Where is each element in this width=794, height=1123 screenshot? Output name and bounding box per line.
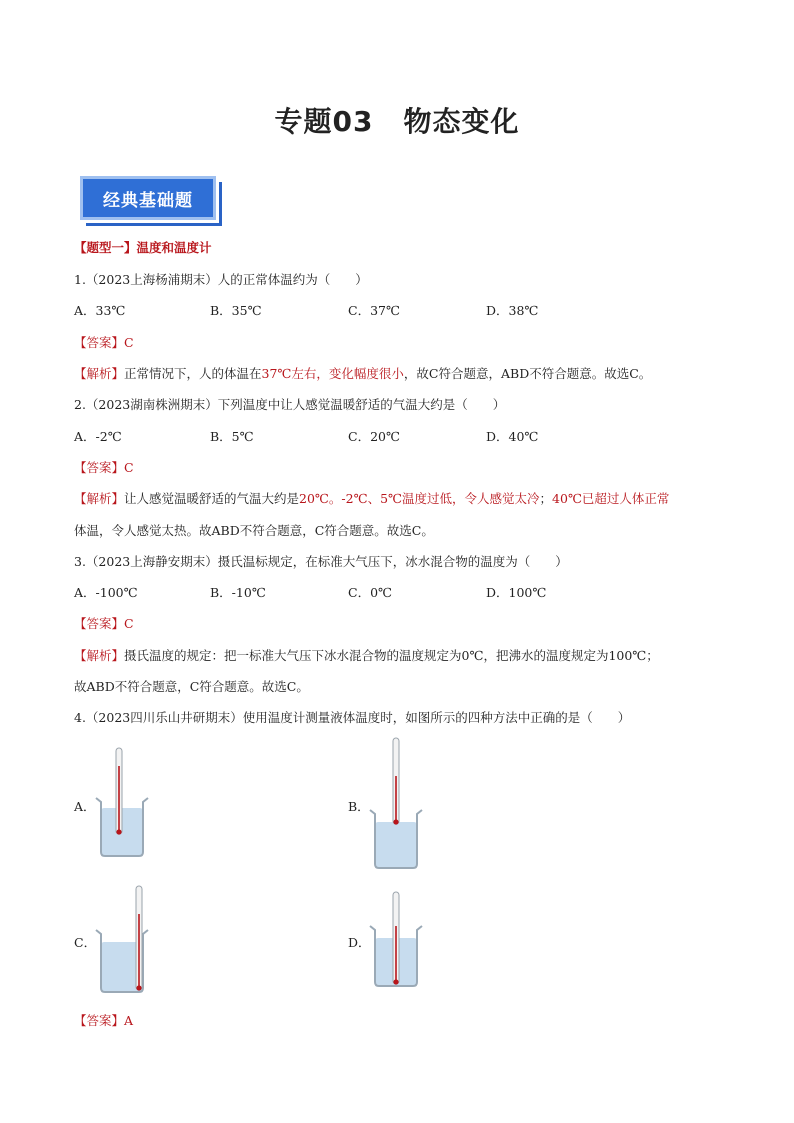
q1-answer-value: C [124,335,134,350]
q3-answer-tag: 【答案】 [74,616,125,631]
q2-analysis-c: ； [539,491,553,506]
q3-option-c: C．0℃ [348,585,393,600]
section-badge-label: 经典基础题 [80,176,216,220]
q2-answer [74,458,134,476]
q2-analysis-d: 40℃已超过人体正常 [552,491,670,506]
q1-analysis-tag: 【解析】 [74,366,125,381]
q3-analysis [74,646,659,664]
beaker-figure-b [366,736,426,870]
q2-analysis [74,489,669,507]
beaker-figure-d [366,890,426,988]
type-heading [74,238,212,256]
q4-stem: 4.（2023四川乐山井研期末）使用温度计测量液体温度时，如图所示的四种方法中正确的是（ ） [74,710,631,725]
q2-stem: 2.（2023湖南株洲期末）下列温度中让人感觉温暖舒适的气温大约是（ ） [74,397,506,412]
q2-analysis-a: 让人感觉温暖舒适的气温大约是 [124,491,300,506]
beaker-figure-a [92,746,152,858]
q3-answer-value: C [124,616,134,631]
q2-option-c: C．20℃ [348,429,400,444]
section-badge [80,176,222,226]
title-sub: 物态变化 [403,105,520,138]
type-tag: 【题型一】 [74,240,137,255]
q4-answer-value: A [124,1013,134,1028]
q2-answer-value: C [124,460,134,475]
q4-answer-tag: 【答案】 [74,1013,125,1028]
q1-answer [74,333,134,351]
q3-stem: 3.（2023上海静安期末）摄氏温标规定，在标准大气压下，冰水混合物的温度为（ ） [74,554,568,569]
q4-figure-c-label: C． [74,935,97,950]
q3-analysis-line1: 摄氏温度的规定：把一标准大气压下冰水混合物的温度规定为0℃，把沸水的温度规定为100℃； [124,648,659,663]
q2-answer-tag: 【答案】 [74,460,125,475]
type-text: 温度和温度计 [136,240,212,255]
q1-option-a: A．33℃ [74,303,126,318]
beaker-figure-c [92,884,152,994]
q1-analysis [74,364,651,382]
q1-analysis-a: 正常情况下，人的体温在 [124,366,262,381]
title-main: 专题03 [274,105,374,138]
q2-option-d: D．40℃ [486,429,539,444]
q4-answer [74,1011,133,1029]
q2-option-a: A．-2℃ [74,429,122,444]
q4-figure-d-label: D． [348,935,371,950]
q3-option-d: D．100℃ [486,585,547,600]
q3-answer [74,614,134,632]
q3-analysis-line2: 故ABD不符合题意，C符合题意。故选C。 [74,679,309,694]
page-title [0,100,794,140]
q2-option-b: B．5℃ [210,429,254,444]
q1-answer-tag: 【答案】 [74,335,125,350]
q1-option-c: C．37℃ [348,303,400,318]
q2-analysis-tag: 【解析】 [74,491,125,506]
q1-analysis-b: 37℃左右，变化幅度很小 [261,366,404,381]
q4-figure-b-label: B． [348,799,370,814]
q4-figure-a-label: A． [74,799,96,814]
q3-option-a: A．-100℃ [74,585,138,600]
q3-analysis-tag: 【解析】 [74,648,125,663]
q1-option-b: B．35℃ [210,303,262,318]
q1-analysis-c: ，故C符合题意，ABD不符合题意。故选C。 [403,366,652,381]
q2-analysis-b: 20℃。-2℃、5℃温度过低，令人感觉太冷 [299,491,540,506]
q1-stem: 1.（2023上海杨浦期末）人的正常体温约为（ ） [74,272,368,287]
q1-option-d: D．38℃ [486,303,539,318]
q3-option-b: B．-10℃ [210,585,266,600]
q2-analysis-line2: 体温，令人感觉太热。故ABD不符合题意，C符合题意。故选C。 [74,523,434,538]
